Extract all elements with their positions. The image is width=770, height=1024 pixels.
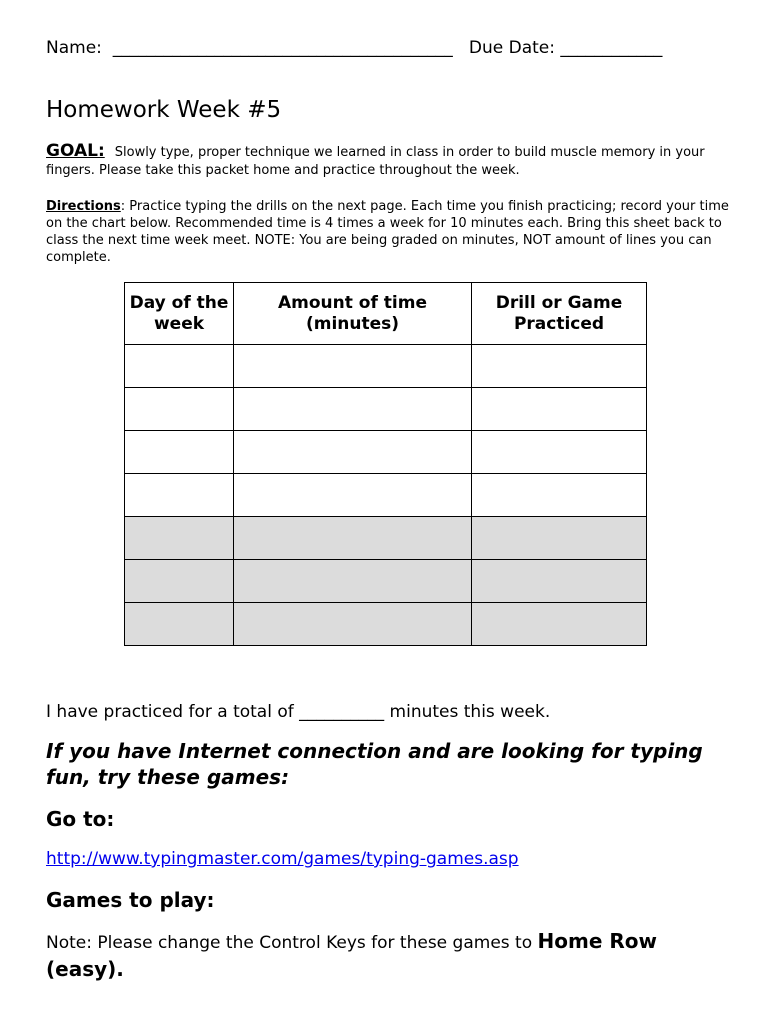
table-row-shaded — [125, 603, 647, 646]
total-minutes-line: I have practiced for a total of __________ minutes this week. — [46, 702, 551, 722]
name-due-date-line: Name: ________________________________________ Due Date: ____________ — [46, 38, 663, 58]
minutes-cell[interactable] — [234, 345, 472, 388]
goal-text: Slowly type, proper technique we learned in class in order to build muscle memory in your fingers. Please take this packet home and practice throughout the week. — [46, 145, 705, 178]
typing-games-link[interactable]: http://www.typingmaster.com/games/typing-games.asp — [46, 849, 519, 869]
day-cell[interactable] — [125, 388, 234, 431]
control-keys-note — [46, 928, 736, 984]
minutes-cell[interactable] — [234, 560, 472, 603]
drill-cell[interactable] — [472, 603, 647, 646]
minutes-cell[interactable] — [234, 474, 472, 517]
table-row — [125, 431, 647, 474]
drill-cell[interactable] — [472, 345, 647, 388]
table-row-shaded — [125, 517, 647, 560]
column-header-day: Day of the week — [125, 283, 234, 345]
goal-paragraph — [46, 142, 736, 180]
games-to-play-label: Games to play: — [46, 888, 215, 912]
page-title: Homework Week #5 — [46, 97, 282, 123]
minutes-cell[interactable] — [234, 603, 472, 646]
minutes-cell[interactable] — [234, 517, 472, 560]
day-cell[interactable] — [125, 431, 234, 474]
minutes-cell[interactable] — [234, 431, 472, 474]
goal-label: GOAL: — [46, 141, 105, 161]
note-text: Note: Please change the Control Keys for these games to — [46, 933, 538, 953]
day-cell[interactable] — [125, 603, 234, 646]
drill-cell[interactable] — [472, 517, 647, 560]
directions-label: Directions — [46, 199, 121, 214]
internet-games-heading: If you have Internet connection and are looking for typing fun, try these games: — [46, 739, 703, 789]
drill-cell[interactable] — [472, 474, 647, 517]
column-header-minutes: Amount of time (minutes) — [234, 283, 472, 345]
drill-cell[interactable] — [472, 388, 647, 431]
directions-paragraph — [46, 198, 736, 266]
note-home-row: Home Row (easy). — [46, 929, 657, 981]
drill-cell[interactable] — [472, 560, 647, 603]
table-row — [125, 474, 647, 517]
table-row — [125, 388, 647, 431]
goto-label: Go to: — [46, 807, 115, 831]
day-cell[interactable] — [125, 560, 234, 603]
day-cell[interactable] — [125, 517, 234, 560]
table-header-row — [125, 283, 647, 345]
day-cell[interactable] — [125, 474, 234, 517]
practice-log-table — [124, 282, 647, 646]
column-header-drill: Drill or Game Practiced — [472, 283, 647, 345]
drill-cell[interactable] — [472, 431, 647, 474]
table-row-shaded — [125, 560, 647, 603]
day-cell[interactable] — [125, 345, 234, 388]
directions-text: : Practice typing the drills on the next page. Each time you finish practicing; record your time on the chart below. Recommended time is 4 times a week for 10 minutes each. Bring this sheet back to class the next time week meet. NOTE: You are being graded on minutes, NOT amount of lines you can complete. — [46, 199, 729, 265]
minutes-cell[interactable] — [234, 388, 472, 431]
table-row — [125, 345, 647, 388]
